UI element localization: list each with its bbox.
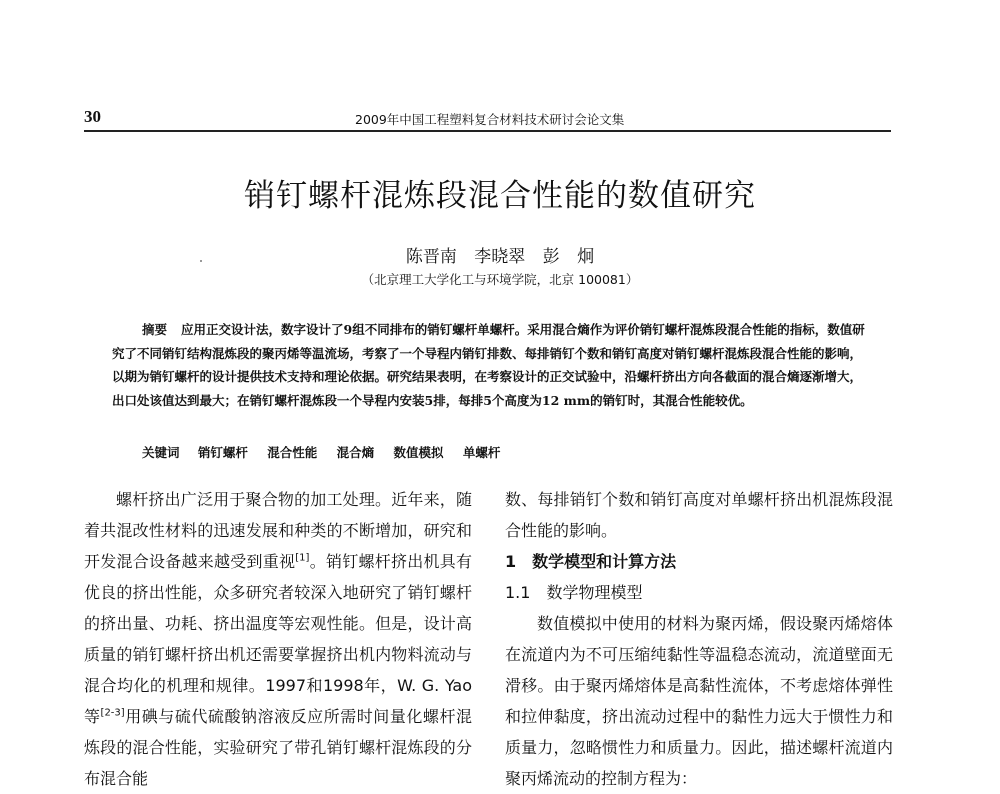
- keywords: [142, 443, 515, 461]
- running-title: 2009年中国工程塑料复合材料技术研讨会论文集: [355, 112, 625, 127]
- paper-title: 销钉螺杆混炼段混合性能的数值研究: [244, 178, 756, 214]
- abstract-label: 摘要: [142, 322, 168, 337]
- body-column-right: [505, 484, 893, 794]
- keyword: 数值模拟: [393, 445, 444, 460]
- abstract-text: 应用正交设计法，数字设计了9组不同排布的销钉螺杆单螺杆。采用混合熵作为评价销钉螺杆混炼段混合性能的指标，数值研究了不同销钉结构混炼段的聚丙烯等温流场，考察了一个导程内销钉排数、每排销钉个数和销钉高度对销钉螺杆混炼段混合性能的影响，以期为销钉螺杆的设计提供技术支持和理论依据。研究结果表明，在考察设计的正交试验中，沿螺杆挤出方向各截面的混合熵逐渐增大，出口处该值达到最大；在销钉螺杆混炼段一个导程内安装5排，每排5个高度为12 mm的销钉时，其混合性能较优。: [112, 322, 865, 408]
- body-paragraph: [84, 484, 472, 794]
- keyword: 销钉螺杆: [197, 445, 248, 460]
- text-run: 。销钉螺杆挤出机具有优良的挤出性能，众多研究者较深入地研究了销钉螺杆的挤出量、功耗、挤出温度等宏观性能。但是，设计高质量的销钉螺杆挤出机还需要掌握挤出机内物料流动与混合均化的机理和规律。1997和1998年，W. G. Yao 等: [84, 552, 472, 726]
- citation: [1]: [295, 552, 310, 564]
- authors: 陈晋南 李晓翠 彭 炯: [405, 247, 595, 267]
- keywords-label: 关键词: [142, 445, 180, 460]
- page-number: 30: [84, 107, 101, 126]
- body-paragraph: 数、每排销钉个数和销钉高度对单螺杆挤出机混炼段混合性能的影响。: [505, 490, 893, 540]
- keyword: 混合性能: [267, 445, 318, 460]
- text-run: 用碘与硫代硫酸钠溶液反应所需时间量化螺杆混炼段的混合性能，实验研究了带孔销钉螺杆混炼段的分布混合能: [84, 707, 472, 788]
- affiliation: （北京理工大学化工与环境学院，北京 100081）: [361, 272, 639, 287]
- citation: [2-3]: [100, 707, 125, 719]
- abstract: [112, 318, 868, 412]
- body-paragraph: 数值模拟中使用的材料为聚丙烯，假设聚丙烯熔体在流道内为不可压缩纯黏性等温稳态流动，流道壁面无滑移。由于聚丙烯熔体是高黏性流体，不考虑熔体弹性和拉伸黏度，挤出流动过程中的黏性力远大于惯性力和质量力，忽略惯性力和质量力。因此，描述螺杆流道内聚丙烯流动的控制方程为：: [505, 614, 893, 788]
- subsection-heading: 1.1 数学物理模型: [505, 583, 643, 602]
- body-column-left: [84, 484, 472, 794]
- keyword: 单螺杆: [462, 445, 501, 460]
- section-heading: 1 数学模型和计算方法: [505, 552, 677, 571]
- keyword: 混合熵: [336, 445, 375, 460]
- header-rule: [84, 130, 891, 132]
- text-run: 螺杆挤出广泛用于聚合物的加工处理。近年来，随着共混改性材料的迅速发展和种类的不断增加，研究和开发混合设备越来越受到重视: [84, 490, 472, 571]
